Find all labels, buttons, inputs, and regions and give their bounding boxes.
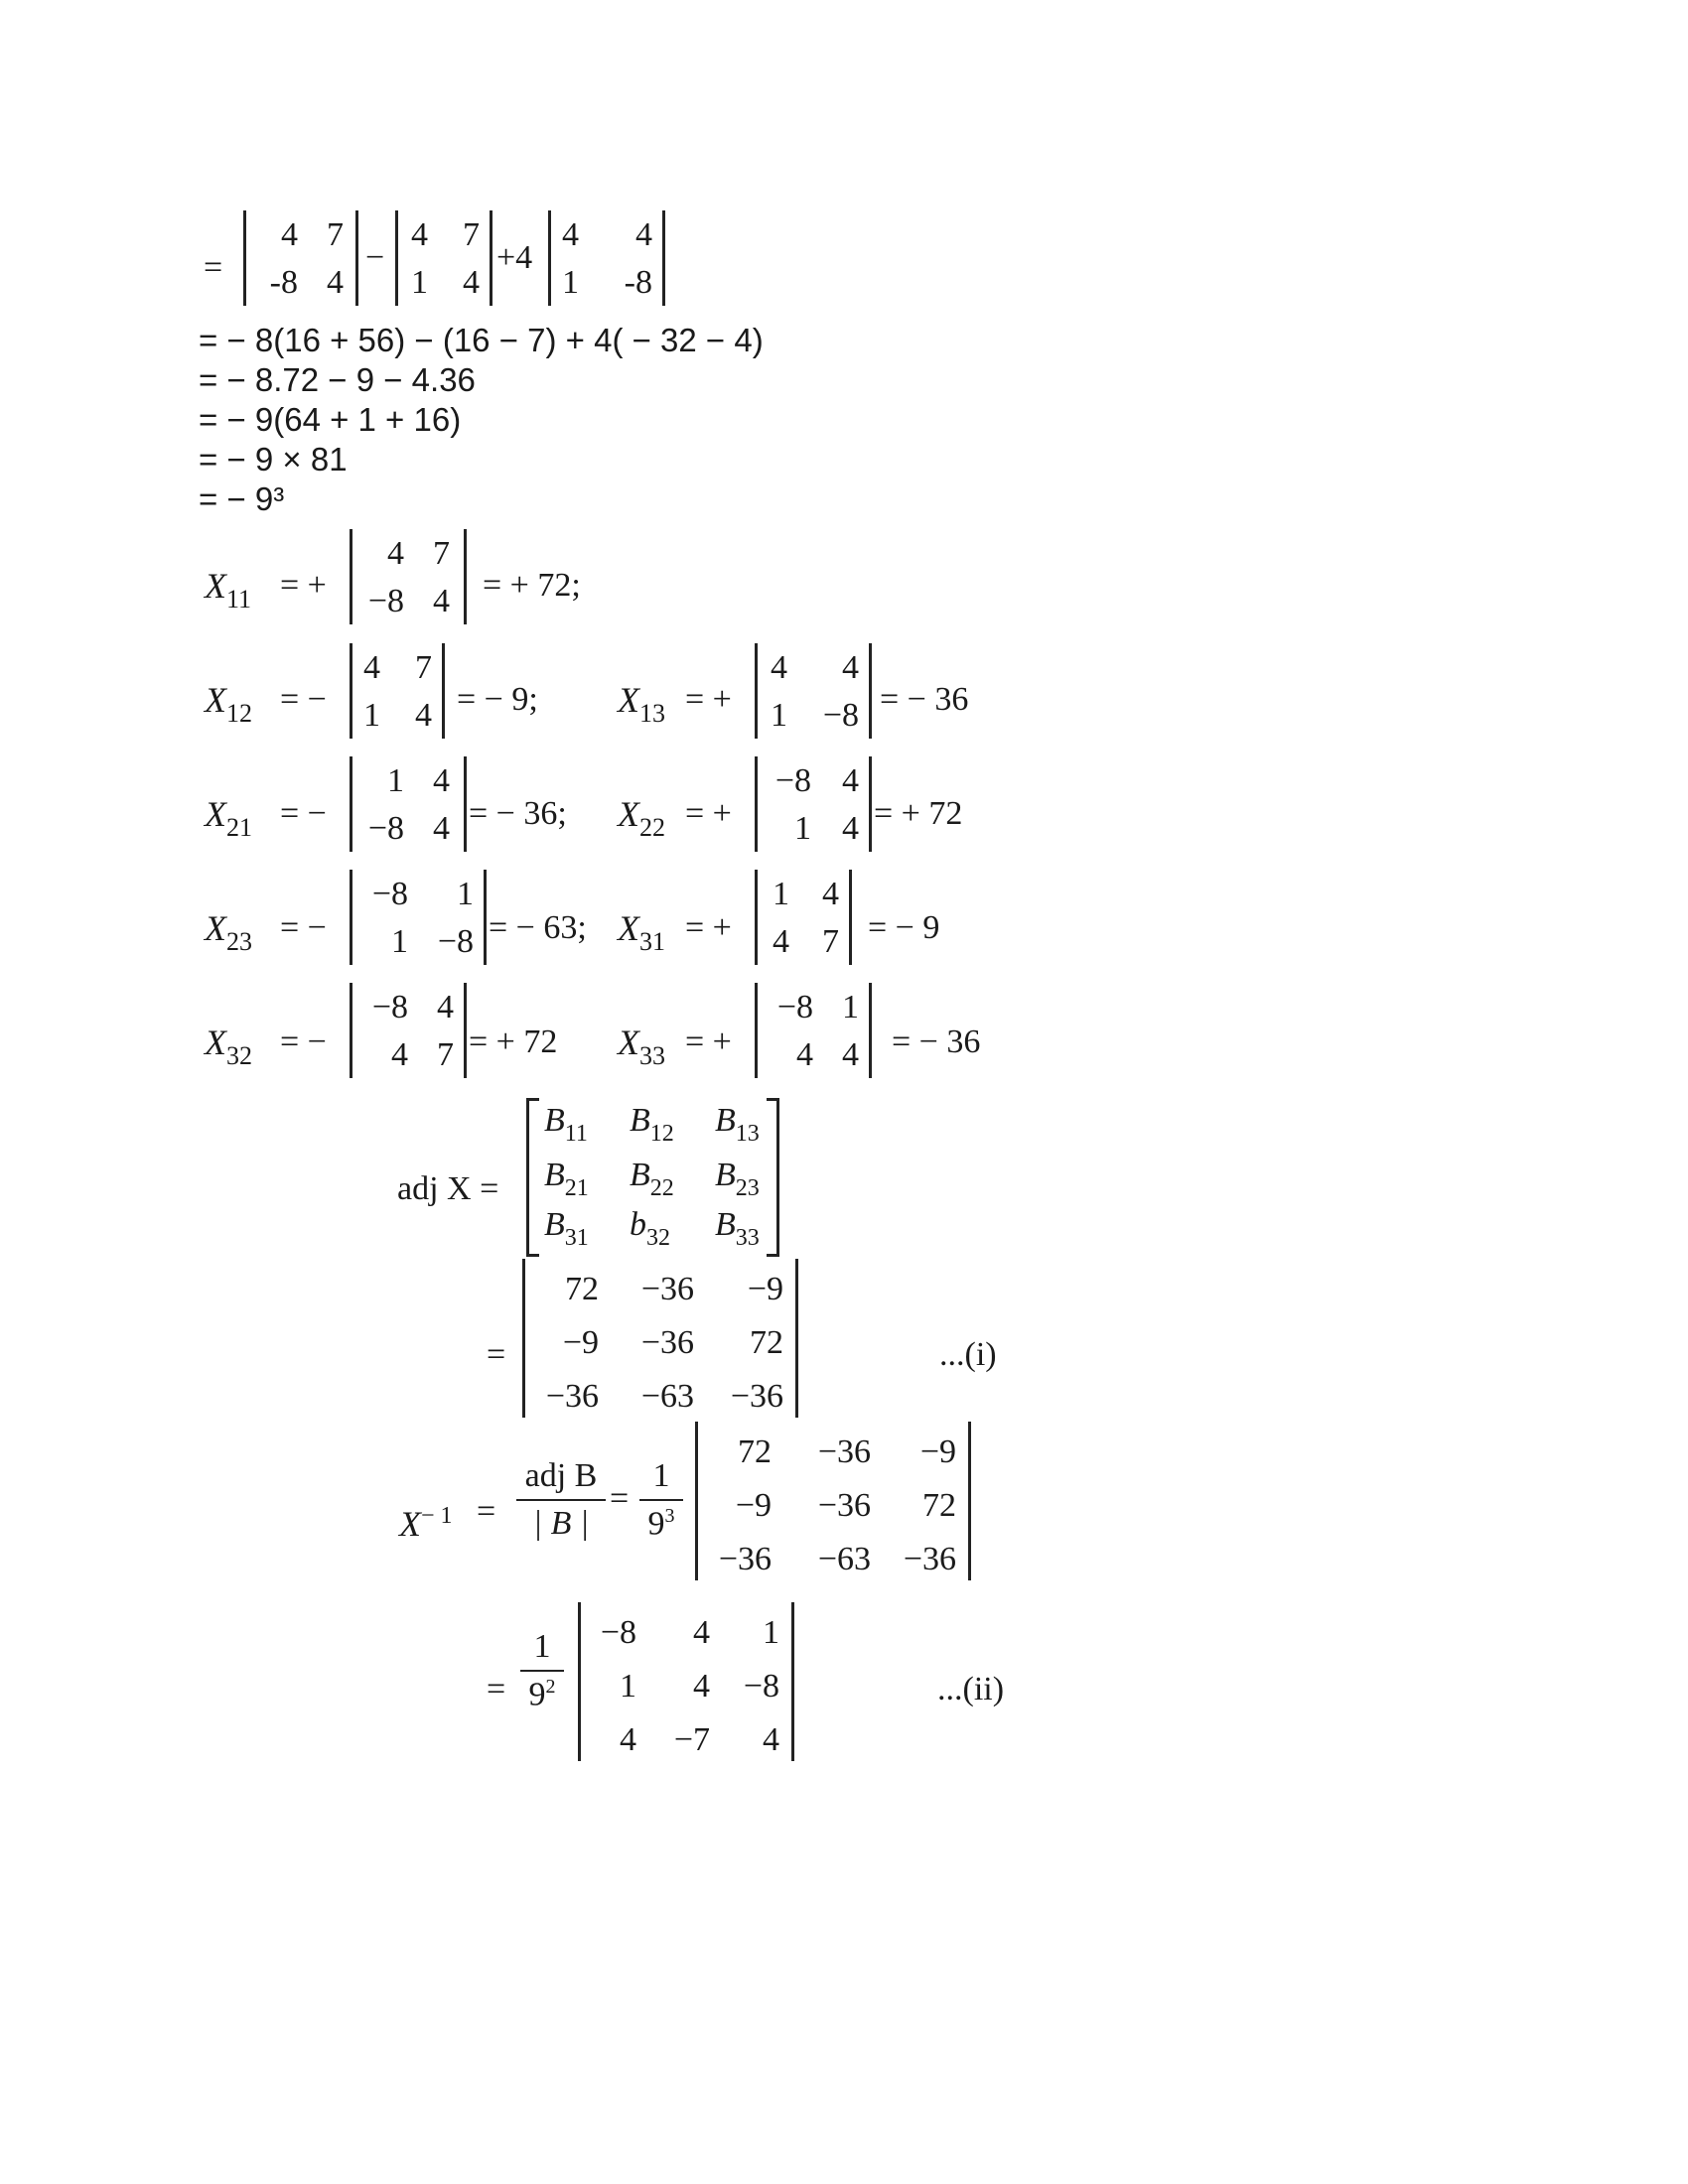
cofactor-determinant: 4 7 −8 4: [350, 529, 467, 624]
fraction-one-over-nine-squared: 1 $9^2$: [520, 1628, 564, 1713]
fraction-one-over-nine-cubed: 1 $9^3$: [639, 1457, 683, 1543]
cofactor-label: $X_{22}$: [618, 794, 665, 842]
cofactor-determinant: −8 1 1 −8: [350, 870, 487, 965]
equals-sign: =: [487, 1336, 506, 1373]
step-line: = − 8(16 + 56) − (16 − 7) + 4( − 32 − 4): [199, 322, 764, 358]
minor-determinant-3: 4 4 1 -8: [548, 210, 665, 306]
step-line: = − 9³: [199, 480, 285, 517]
right-bracket: [767, 1098, 779, 1257]
cofactor-determinant: −8 1 4 4: [755, 983, 872, 1078]
inverse-matrix: 72 −36 −9 −9 −36 72 −36 −63 −36: [695, 1422, 971, 1580]
inverse-label: $X^{- 1}$: [399, 1503, 453, 1544]
cofactor-determinant: −8 4 4 7: [350, 983, 467, 1078]
minor-determinant-1: 4 7 -8 4: [243, 210, 358, 306]
cofactor-determinant: 4 4 1 −8: [755, 643, 872, 739]
cofactor-determinant: 4 7 1 4: [350, 643, 445, 739]
cofactor-label: $X_{23}$: [205, 908, 252, 956]
step-line: = − 8.72 − 9 − 4.36: [199, 361, 476, 398]
cofactor-label: $X_{13}$: [618, 680, 665, 728]
plus-four-coefficient: +4: [496, 239, 533, 276]
cofactor-label: $X_{11}$: [205, 566, 252, 614]
adjoint-numeric-matrix: 72 −36 −9 −9 −36 72 −36 −63 −36: [522, 1259, 798, 1418]
minus-operator: −: [365, 239, 385, 276]
fraction-adj-over-det: adj B | B |: [516, 1457, 606, 1543]
equation-tag-ii: ...(ii): [937, 1671, 1005, 1707]
minor-determinant-2: 4 7 1 4: [395, 210, 492, 306]
cofactor-label: $X_{21}$: [205, 794, 252, 842]
cofactor-determinant: 1 4 4 7: [755, 870, 852, 965]
cofactor-determinant: 1 4 −8 4: [350, 756, 467, 852]
equation-tag-i: ...(i): [939, 1336, 997, 1373]
cofactor-label: $X_{33}$: [618, 1023, 665, 1070]
cofactor-label: $X_{31}$: [618, 908, 665, 956]
step-line: = − 9 × 81: [199, 441, 348, 478]
adjoint-label: adj X =: [397, 1170, 499, 1207]
simplified-inverse-matrix: −8 4 1 1 4 −8 4 −7 4: [578, 1602, 794, 1761]
equals-sign: =: [204, 249, 223, 286]
cofactor-determinant: −8 4 1 4: [755, 756, 872, 852]
cofactor-label: $X_{32}$: [205, 1023, 252, 1070]
cofactor-label: $X_{12}$: [205, 680, 252, 728]
step-line: = − 9(64 + 1 + 16): [199, 401, 462, 438]
left-bracket: [526, 1098, 539, 1257]
